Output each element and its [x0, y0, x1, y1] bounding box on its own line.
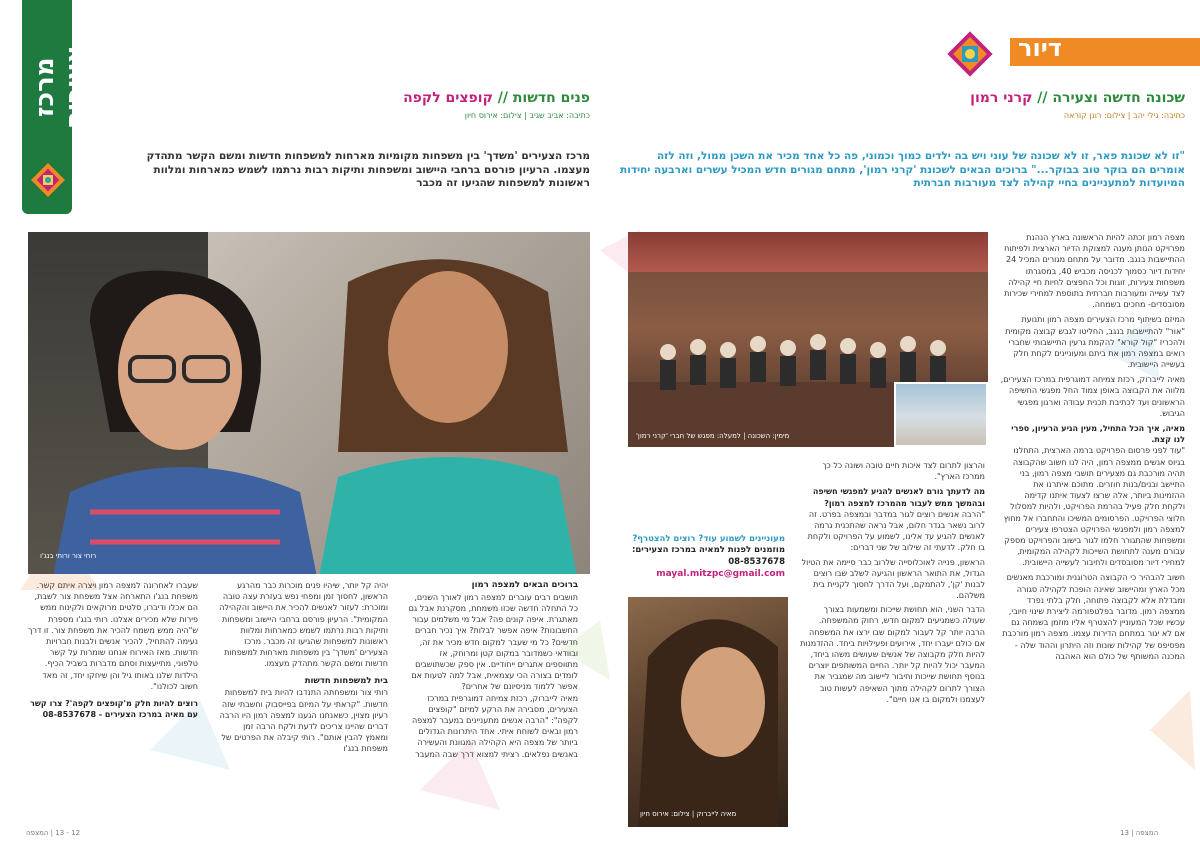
- col-a-text: מצפה רמון זכתה להיות הראשונה בארץ הנהנת מפרויקט הנותן מענה למצוקת הדיור הארצית ולפיתוח ההתיישבות בנגב. מדובר על מתחם מגורים המכיל 24 יחידות דיור כסמוך לכניסה מכביש 40, במסגרתו משפחות צעירות, זוגות וכל החפצים לחיות חיי קהילה לצד עשייה ומעורבות חברתית בתוספת למחירי שכירות מסובסדים- מחכים בשמחה.: [1004, 233, 1185, 310]
- right-article-title: [900, 90, 1185, 106]
- left-column-3: [28, 580, 198, 720]
- col3-text: שעברו לאחרונה למצפה רמון ויצרה איתם קשר. משפחת בנג'ו התארחה אצל משפחת צור לשבת, הם אכלו ודיברו, סלטים מרוקאים ולקינוח ממש פירות שלא מכירים אצלנו. רותי בנג'ו מספרת ש"היה ממש משמח להכיר את משפחת צור. זו דרך נעימה להתחיל, להכיר אנשים ולבנות חברויות חדשות. מאז האירוח אנחנו שומרות על קשר טלפוני, מתייעצות וסתם מדברות בשביל הכיף. הילדות שלנו באותו גיל והן שיחקו יחד, זה מאד חשוב לכולנו".: [28, 581, 198, 691]
- ornament-emblem-icon: [944, 28, 996, 80]
- photo-neighborhood: [894, 382, 988, 447]
- ornament-emblem-icon: [28, 160, 68, 200]
- photo-left-credit: רוחי צור ורותי בנג'ו: [40, 552, 97, 560]
- col2-text: יהיה קל יותר, שיהיו פנים מוכרות כבר מהרגע הראשון, לחסוך זמן ומפחי נפש בעזרת עצה טובה ומוכרת: לעזור לאנשים להכיר את היישוב והקהילה המקומית". הרעיון פורסם ברחבי היישוב ומשפחות ותיקות רבות נרתמו לשמש כמארחות ומלוות ראשונות למשפחות שהגיעו זה מכבר. מרכז הצעירים 'משדך' בין משפחות מארחות למשפחות חדשות ומשם הקשר מתהדק מעצמו.: [219, 581, 388, 669]
- person-left-figure: [50, 262, 320, 574]
- title-separator: //: [1032, 90, 1053, 106]
- left-intro: מרכז הצעירים 'משדך' בין משפחות מקומיות מארחות למשפחות חדשות ומשם הקשר מתהדק מעצמו. הרעיון פורסם ברחבי היישוב ומשפחות ותיקות רבות נרתמו לשמש כמארחות ומלוות ראשונות למשפחות שהגיעו זה מכבר: [146, 150, 590, 190]
- right-credit: כתיבה: גילי יהב | צילום: רונן קוראה: [1063, 111, 1185, 120]
- right-intro: "זו לא שכונת פאר, זו לא שכונה של עוני ויש בה ילדים כמוך וכמוני, פה כל אחד מכיר את השכן ממול, וזה לזה אומרים הם בוקר טוב בבוקר..." ברוכים הבאים לשכונת 'קרני רמון', מתחם מגורים חדש המכיל עשרים וארבעה יחידות המיועדות למתעניינים בחיי קהילה לצד מעורבות חברתית: [620, 150, 1185, 190]
- footer-right: המצפה | 13: [1120, 829, 1159, 837]
- left-column-1: [408, 580, 578, 760]
- photo-group-caption: מימין: השכונה | למעלה: מפגש של חברי 'קרני רמון': [636, 432, 790, 440]
- col-a-heading: מאיה, איך הכל התחיל, מעין הגיע הרעיון, ספרי לנו קצת.: [1011, 424, 1185, 445]
- left-title-part-a: פנים חדשות: [512, 90, 590, 106]
- left-article-title: [390, 90, 590, 106]
- col-b-text: והרצון לתרום לצד איכות חיים טובה ושונה כל כך ממרכז הארץ".: [822, 461, 985, 482]
- photo-portrait: [628, 597, 788, 827]
- col-a-text4: "עוד לפני פרסום הפרויקט ברמה הארצית, התחלנו בגיוס אנשים ממצפה רמון, היה לנו חשוב שהקבוצה תהיה מורכבת גם מצעירים תושבי מצפה רמון, בני התיישב ובנים/בנות חוזרים. מתוכם איתרנו את ההזמינות ביותר, אלה שרצו לצעוד איתנו קדימה ולקחת חלק פעיל בהרמת הפרויקט, ולהיות למסלול חלוצי הפרויקט. הפרסומים המשיכו והתחברו אל מחוץ למצפה רמון ולמפגשי הפרויקט הצטרפו צעירים ומשפחות שהתגורר חלמו לגור בישוב והפרויקט מספק עבורם מענה לתחושת השייכות לקהילה המקומית, למחירי דיור מסובסדים ולחיבור לעשייה היישובית.: [1003, 446, 1185, 568]
- contact-email[interactable]: mayal.mitzpc@gmail.com: [656, 569, 785, 580]
- col-a-text5: חשוב להבהיר כי הקבוצה הטרוגנית ומורכבת מאנשים מכל הארץ ומהיישוב שאינה הופכת לקהילה סגורה ומבדלת אלא לקבוצה פתוחה, חלק בלתי נפרד ממצפה רמון. מדובר בפלטפורמה ליצירת שינוי חיובי, עכשיו שכל המעוניין להצטרף אליו מוזמן בשמחה גם אם לא יגור במתחם הדירות עצמו. מצפה רמון מורכבת מפסיפס של קהילות שונות וזה היתרון וההוד שלה - המכנה המשותף של כולם הוא האהבה: [1002, 573, 1185, 661]
- section-label: מרכז צעירים: [30, 45, 90, 129]
- col-b-heading: מה לדעתך גורם לאנשים להגיע למפגשי חשיפה ובהמשך ממש לעבור מהמרכז למצפה רמון?: [812, 487, 985, 508]
- right-column-b: [800, 460, 985, 705]
- col2-heading: בית למשפחות חדשות: [304, 675, 388, 686]
- col1-text: תושבים רבים עוברים למצפה רמון לאורך השנים, כל התחלה חדשה שכזו משמחת, מסקרנת אבל גם מאתגרת. איפה קונים פה? אבל מי משלמים עבור החשבונות? איפה אפשר לבלות? איך נכיר חברים חדשים? כל מי שעבר למקום חדש מכיר את זה, ובוודאי כשמדובר במקום קטן ומרוחק, אז מתווספים אתגרים ייחודיים. אין ספק שכשתושבים לומדים בצורה הכי עצמאית, אבל למה לטעות אם אפשר ללמוד מניסיונם של אחרים?: [408, 592, 578, 692]
- portrait-caption: מאיה לייברוק | צילום: אירוס חיון: [640, 810, 737, 818]
- person-right-figure: [308, 252, 588, 574]
- left-credit: כתיבה: אביב שגיב | צילום: אירוס חיון: [464, 111, 590, 120]
- col2-text2: רותי צור ומשפחתה התנדבו להיות בית למשפחות חדשות. "קראתי על המיזם בפייסבוק וחשבתי שזה רעיון מצוין, כשאנחנו הגענו למצפה רמון היו הרבה דברים שהיינו צריכים לדעת ולקח הרבה זמן ומאמץ להבין אותם". רותי קיבלה את הפרטים של משפחת בנג'ו: [219, 688, 388, 754]
- portrait-figure: [628, 597, 788, 827]
- col-a-text2: המיזם בשיתוף מרכז הצעירים מצפה רמון ותנועת "אור" להתיישבות בנגב, החליטו לגבש קבוצה מקומית ולהכריז "קול קורא" להקמת גרעין התיישבותי שחברי רואים במצפה רמון את ביתם ומעוניינים לקחת חלק בעשייה היישובית.: [1005, 315, 1185, 370]
- col-b-text2: "הרבה אנשים רוצים לגור במדבר ובמצפה בפרט. זה לרוב נשאר בגדר חלום, אבל נראה שהתכנית גרמה לאנשים להגיע עד אלינו, לשמוע על הפרויקט ולקחת בו חלק. לדעתי זה שילוב של שני דברים:: [807, 509, 985, 553]
- col-b-text3: הראשון, פנייה לאוכלוסייה שלרוב כבר סיימה את הטיול הגדול, את התואר הראשון והגיעה לשלב שבו רוצים לבנות 'קן', להתמקם, ועל הדרך לחסוך לקניית בית משלהם.: [801, 557, 985, 601]
- title-separator: //: [492, 90, 513, 106]
- col1-heading: ברוכים הבאים למצפה רמון: [471, 580, 578, 590]
- col1-text2: מאיה לייברוק, רכזת צמיחה דמוגרפית במרכז הצעירים, מסבירה את הרקע למיזם "קופצים לקפה": "הרבה אנשים מתעניינים במעבר למצפה רמון ובאים לשוחח איתי. אחד היתרונות הגדולים ביותר של מצפה היא הקהילה המגוונת והעשירה באנשים נפלאים. רציתי למצוא דרך שבה המעבר: [411, 693, 578, 759]
- right-title-part-b: קרני רמון: [970, 90, 1033, 106]
- col-a-text3: מאיה לייברוק, רכזת צמיחה דמוגרפית במרכז הצעירים, מלווה את הקבוצה באופן צמוד החל מפגשי החשיפה הראשונים ועד לכתיבת תכנית עבודה וארגון מפגשי הגיבוש.: [1000, 375, 1185, 418]
- contact-line-1: מעוניינים לשמוע עוד? רוצים להצטרף?: [632, 534, 785, 544]
- photo-two-women: [28, 232, 590, 574]
- section-tag: דיור: [1018, 34, 1062, 62]
- cta-text: רוצים להיות חלק מ'קופצים לקפה'? צרו קשר עם מאיה במרכז הצעירים - 08-8537678: [30, 698, 198, 720]
- col-b-text4: הדבר השני, הוא תחושת שייכות ומשמעות בצורך שעולה כשמגיעים למקום חדש, רחוק מהמשפחה. הרבה יותר קל לעבור למקום שבו ירצו את המשפחה אם כולם יעברו יחד, אירועים ופעילויות ביחד. ההזדמנות להיות חלק מקבוצה של אנשים שעושים משהו ביחד, המעבר יכול להיות קל יותר. החיים המשותפים יוצרים בנוסף תחושת שייכות וחיבור ליישוב מה שמגביר את הצורך לתרום לקהילה מתוך השאיפה לעשות טוב לעצמנו ולמקום בו אנו חיים".: [800, 605, 985, 704]
- footer-left: 12 - 13 | המצפה: [26, 829, 81, 837]
- contact-phone: 08-8537678: [728, 556, 785, 567]
- left-column-2: [218, 580, 388, 755]
- left-title-part-b: קופצים לקפה: [403, 90, 493, 106]
- contact-line-2: מוזמנים לפנות למאיה במרכז הצעירים:: [631, 545, 785, 556]
- contact-box: [610, 534, 785, 581]
- right-column-a: [1000, 232, 1185, 662]
- right-title-part-a: שכונה חדשה וצעירה: [1052, 90, 1185, 106]
